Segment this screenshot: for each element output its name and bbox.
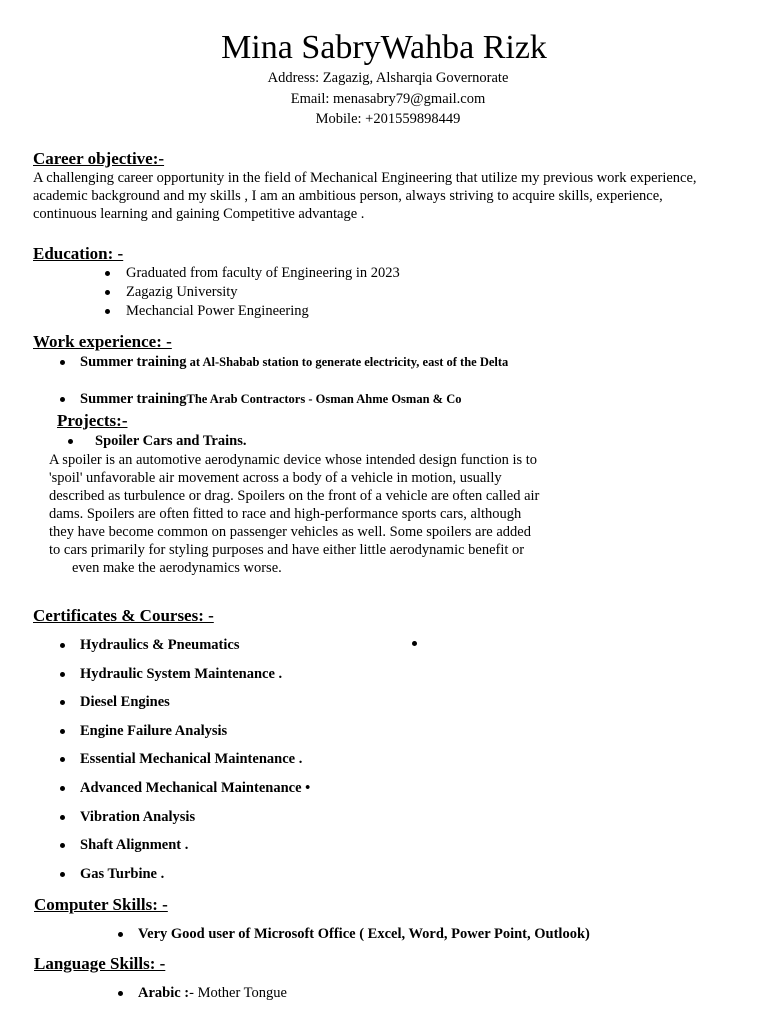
project-line: A spoiler is an automotive aerodynamic device whose intended design function is to	[49, 452, 538, 468]
project-line: 'spoil' unfavorable air movement across a body of a vehicle in motion, usually	[49, 470, 502, 486]
career-objective-text	[33, 169, 697, 223]
list-item: Vibration Analysis	[80, 808, 310, 827]
career-objective-heading: Career objective:-	[33, 149, 165, 168]
list-item: Diesel Engines	[80, 693, 310, 712]
candidate-name: Mina SabryWahba Rizk	[221, 29, 547, 66]
education-list	[126, 264, 400, 321]
list-item: Gas Turbine .	[80, 865, 310, 884]
projects-heading: Projects:-	[57, 411, 128, 430]
bullet-icon	[105, 271, 110, 276]
project-description	[49, 451, 539, 577]
address-line: Address: Zagazig, Alsharqia Governorate	[267, 70, 509, 86]
work-item-label: Summer training	[80, 354, 187, 370]
bullet-icon	[60, 360, 65, 365]
list-item: Zagazig University	[126, 283, 400, 302]
bullet-icon	[118, 932, 123, 937]
list-item	[80, 390, 508, 409]
work-experience-list	[80, 353, 508, 409]
list-item: Engine Failure Analysis	[80, 722, 310, 741]
career-line: continuous learning and gaining Competitive advantage .	[33, 206, 365, 222]
project-line: they have become common on passenger vehicles as well. Some spoilers are added	[49, 524, 531, 540]
bullet-icon	[60, 843, 65, 848]
bullet-icon	[118, 991, 123, 996]
list-item: Shaft Alignment .	[80, 836, 310, 855]
list-item: Advanced Mechanical Maintenance •	[80, 779, 310, 798]
projects-list	[95, 432, 246, 451]
list-item: Essential Mechanical Maintenance .	[80, 750, 310, 769]
email-line: Email: menasabry79@gmail.com	[290, 91, 486, 107]
mobile-line: Mobile: +201559898449	[315, 111, 461, 127]
project-line: dams. Spoilers are often fitted to race and high-performance sports cars, although	[49, 506, 522, 522]
bullet-icon	[60, 397, 65, 402]
education-heading: Education: -	[33, 244, 124, 263]
bullet-icon	[60, 643, 65, 648]
stray-bullet-icon	[412, 641, 417, 646]
bullet-icon	[60, 672, 65, 677]
bullet-icon	[105, 290, 110, 295]
language-skills-heading: Language Skills: -	[34, 954, 166, 973]
work-item-detail: The Arab Contractors - Osman Ahme Osman & Co	[186, 392, 462, 406]
bullet-icon	[68, 439, 73, 444]
work-item-detail: at Al-Shabab station to generate electricity, east of the Delta	[186, 355, 509, 369]
bullet-icon	[60, 729, 65, 734]
list-item: Hydraulic System Maintenance .	[80, 665, 310, 684]
project-line: even make the aerodynamics worse.	[72, 560, 282, 576]
computer-skills-list	[138, 925, 590, 944]
bullet-icon	[60, 700, 65, 705]
work-experience-heading: Work experience: -	[33, 332, 172, 351]
computer-skills-heading: Computer Skills: -	[34, 895, 168, 914]
list-item: Very Good user of Microsoft Office ( Excel, Word, Power Point, Outlook)	[138, 925, 590, 944]
language-detail: - Mother Tongue	[189, 985, 287, 1001]
bullet-icon	[60, 757, 65, 762]
list-item: Hydraulics & Pneumatics	[80, 636, 310, 655]
career-line: A challenging career opportunity in the field of Mechanical Engineering that utilize my previous work experience,	[33, 170, 697, 186]
bullet-icon	[105, 309, 110, 314]
certificates-list	[80, 636, 310, 884]
bullet-icon	[60, 786, 65, 791]
project-line: described as turbulence or drag. Spoilers on the front of a vehicle are often called air	[49, 488, 540, 504]
certificates-heading: Certificates & Courses: -	[33, 606, 214, 625]
work-item-label: Summer training	[80, 391, 187, 407]
career-line: academic background and my skills , I am an ambitious person, always striving to acquire skills, experience,	[33, 188, 663, 204]
language-label: Arabic :	[138, 985, 190, 1001]
bullet-icon	[60, 815, 65, 820]
list-item	[138, 984, 287, 1003]
list-item: Mechancial Power Engineering	[126, 302, 400, 321]
list-item: Graduated from faculty of Engineering in 2023	[126, 264, 400, 283]
project-line: to cars primarily for styling purposes and have either little aerodynamic benefit or	[49, 542, 525, 558]
list-item	[80, 353, 508, 372]
bullet-icon	[60, 872, 65, 877]
language-skills-list	[138, 984, 287, 1003]
list-item: Spoiler Cars and Trains.	[95, 432, 246, 451]
